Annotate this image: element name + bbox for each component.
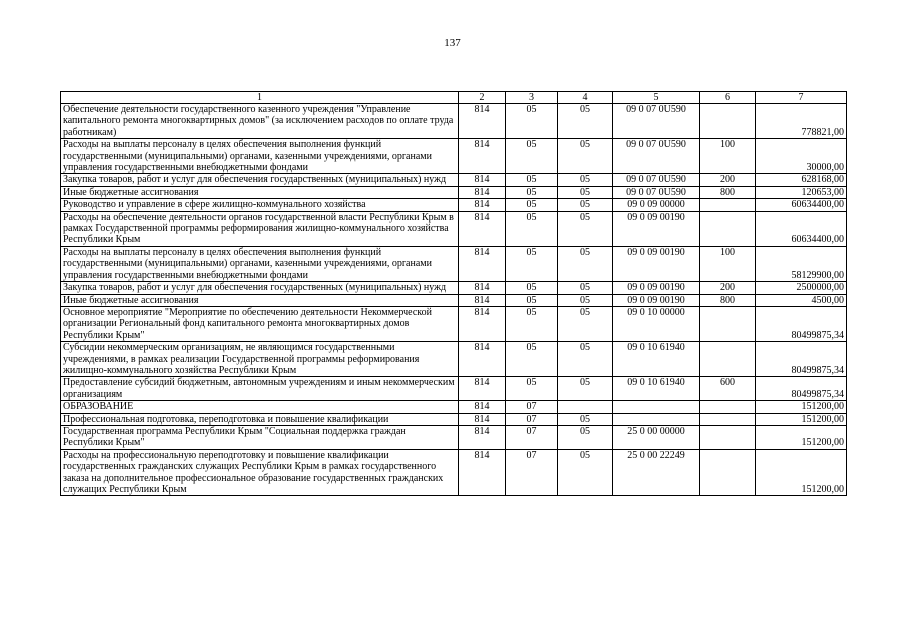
header-cell-ved: 2 xyxy=(459,92,506,104)
cell-ved: 814 xyxy=(459,342,506,377)
cell-target-article: 09 0 10 61940 xyxy=(613,377,700,401)
cell-target-article: 25 0 00 22249 xyxy=(613,449,700,496)
cell-section: 05 xyxy=(506,186,558,198)
budget-table-body xyxy=(61,92,847,496)
cell-target-article: 09 0 09 00000 xyxy=(613,199,700,211)
cell-amount: 120653,00 xyxy=(756,186,847,198)
cell-name: Расходы на выплаты персоналу в целях обеспечения выполнения функций государственными (муниципальными) органами, казенными учреждениями, органами управления государственными внебюджетными фондами xyxy=(61,139,459,174)
cell-ved: 814 xyxy=(459,401,506,413)
header-cell-section: 3 xyxy=(506,92,558,104)
cell-expense-type: 200 xyxy=(700,174,756,186)
cell-subsection: 05 xyxy=(558,377,613,401)
cell-subsection: 05 xyxy=(558,413,613,425)
table-row xyxy=(61,139,847,174)
header-cell-name: 1 xyxy=(61,92,459,104)
cell-expense-type: 800 xyxy=(700,294,756,306)
cell-ved: 814 xyxy=(459,139,506,174)
cell-name: Расходы на обеспечение деятельности органов государственной власти Республики Крым в рамках Государственной программы реформирования жилищно-коммунального хозяйства Республики Крым xyxy=(61,211,459,246)
cell-amount: 151200,00 xyxy=(756,425,847,449)
cell-expense-type: 800 xyxy=(700,186,756,198)
cell-subsection: 05 xyxy=(558,342,613,377)
table-row xyxy=(61,377,847,401)
cell-name: Обеспечение деятельности государственного казенного учреждения "Управление капитального ремонта многоквартирных домов" (за исключением расходов по оплате труда работникам) xyxy=(61,104,459,139)
header-cell-subsection: 4 xyxy=(558,92,613,104)
cell-name: ОБРАЗОВАНИЕ xyxy=(61,401,459,413)
cell-section: 05 xyxy=(506,342,558,377)
cell-name: Основное мероприятие "Мероприятие по обеспечению деятельности Некоммерческой организации Региональный фонд капитального ремонта многоквартирных домов Республики Крым" xyxy=(61,306,459,341)
cell-expense-type xyxy=(700,413,756,425)
cell-section: 07 xyxy=(506,413,558,425)
table-row xyxy=(61,174,847,186)
cell-subsection: 05 xyxy=(558,174,613,186)
cell-ved: 814 xyxy=(459,377,506,401)
cell-section: 05 xyxy=(506,139,558,174)
cell-name: Расходы на выплаты персоналу в целях обеспечения выполнения функций государственными (муниципальными) органами, казенными учреждениями, органами управления государственными внебюджетными фондами xyxy=(61,246,459,281)
cell-subsection xyxy=(558,401,613,413)
cell-section: 05 xyxy=(506,282,558,294)
cell-expense-type xyxy=(700,306,756,341)
cell-ved: 814 xyxy=(459,425,506,449)
table-row xyxy=(61,449,847,496)
cell-subsection: 05 xyxy=(558,425,613,449)
cell-target-article: 25 0 00 00000 xyxy=(613,425,700,449)
cell-amount: 60634400,00 xyxy=(756,199,847,211)
cell-section: 07 xyxy=(506,401,558,413)
cell-ved: 814 xyxy=(459,413,506,425)
table-row xyxy=(61,413,847,425)
cell-ved: 814 xyxy=(459,246,506,281)
cell-target-article: 09 0 09 00190 xyxy=(613,211,700,246)
cell-name: Государственная программа Республики Крым "Социальная поддержка граждан Республики Крым" xyxy=(61,425,459,449)
cell-subsection: 05 xyxy=(558,211,613,246)
cell-expense-type: 600 xyxy=(700,377,756,401)
cell-section: 05 xyxy=(506,294,558,306)
table-row xyxy=(61,186,847,198)
cell-target-article xyxy=(613,413,700,425)
cell-ved: 814 xyxy=(459,199,506,211)
table-header-row xyxy=(61,92,847,104)
cell-amount: 4500,00 xyxy=(756,294,847,306)
cell-section: 05 xyxy=(506,174,558,186)
cell-subsection: 05 xyxy=(558,294,613,306)
cell-section: 07 xyxy=(506,449,558,496)
cell-subsection: 05 xyxy=(558,186,613,198)
cell-name: Иные бюджетные ассигнования xyxy=(61,186,459,198)
cell-section: 05 xyxy=(506,306,558,341)
cell-section: 05 xyxy=(506,199,558,211)
table-row xyxy=(61,342,847,377)
table-row xyxy=(61,104,847,139)
cell-expense-type xyxy=(700,449,756,496)
cell-amount: 60634400,00 xyxy=(756,211,847,246)
table-row xyxy=(61,425,847,449)
cell-expense-type xyxy=(700,199,756,211)
cell-name: Профессиональная подготовка, переподготовка и повышение квалификации xyxy=(61,413,459,425)
cell-target-article: 09 0 09 00190 xyxy=(613,294,700,306)
cell-target-article: 09 0 09 00190 xyxy=(613,246,700,281)
cell-subsection: 05 xyxy=(558,282,613,294)
page-number: 137 xyxy=(444,37,461,49)
cell-amount: 151200,00 xyxy=(756,413,847,425)
cell-expense-type: 200 xyxy=(700,282,756,294)
cell-amount: 30000,00 xyxy=(756,139,847,174)
cell-amount: 80499875,34 xyxy=(756,342,847,377)
cell-section: 07 xyxy=(506,425,558,449)
table-row xyxy=(61,246,847,281)
cell-target-article xyxy=(613,401,700,413)
cell-amount: 628168,00 xyxy=(756,174,847,186)
cell-name: Закупка товаров, работ и услуг для обеспечения государственных (муниципальных) нужд xyxy=(61,174,459,186)
cell-section: 05 xyxy=(506,104,558,139)
cell-ved: 814 xyxy=(459,282,506,294)
cell-ved: 814 xyxy=(459,186,506,198)
table-row xyxy=(61,211,847,246)
cell-subsection: 05 xyxy=(558,199,613,211)
cell-name: Субсидии некоммерческим организациям, не являющимся государственными учреждениями, в рамках реализации Государственной программы реформирования жилищно-коммунального хозяйства Республики Крым xyxy=(61,342,459,377)
header-cell-target-article: 5 xyxy=(613,92,700,104)
cell-amount: 80499875,34 xyxy=(756,306,847,341)
cell-target-article: 09 0 07 0U590 xyxy=(613,104,700,139)
table-row xyxy=(61,282,847,294)
cell-amount: 58129900,00 xyxy=(756,246,847,281)
cell-target-article: 09 0 07 0U590 xyxy=(613,139,700,174)
cell-amount: 2500000,00 xyxy=(756,282,847,294)
cell-expense-type: 100 xyxy=(700,246,756,281)
cell-section: 05 xyxy=(506,377,558,401)
cell-target-article: 09 0 09 00190 xyxy=(613,282,700,294)
cell-subsection: 05 xyxy=(558,246,613,281)
cell-expense-type xyxy=(700,211,756,246)
cell-section: 05 xyxy=(506,211,558,246)
header-cell-expense-type: 6 xyxy=(700,92,756,104)
cell-ved: 814 xyxy=(459,306,506,341)
cell-amount: 151200,00 xyxy=(756,401,847,413)
cell-name: Расходы на профессиональную переподготовку и повышение квалификации государственных гражданских служащих Республики Крым в рамках государственного заказа на дополнительное профессиональное образование государственных гражданских служащих Республики Крым xyxy=(61,449,459,496)
cell-expense-type xyxy=(700,342,756,377)
cell-target-article: 09 0 10 61940 xyxy=(613,342,700,377)
cell-expense-type: 100 xyxy=(700,139,756,174)
cell-name: Руководство и управление в сфере жилищно-коммунального хозяйства xyxy=(61,199,459,211)
cell-subsection: 05 xyxy=(558,449,613,496)
cell-target-article: 09 0 10 00000 xyxy=(613,306,700,341)
cell-amount: 151200,00 xyxy=(756,449,847,496)
cell-subsection: 05 xyxy=(558,104,613,139)
cell-ved: 814 xyxy=(459,449,506,496)
cell-ved: 814 xyxy=(459,104,506,139)
table-row xyxy=(61,294,847,306)
cell-expense-type xyxy=(700,104,756,139)
cell-subsection: 05 xyxy=(558,306,613,341)
table-row xyxy=(61,199,847,211)
header-cell-amount: 7 xyxy=(756,92,847,104)
budget-table xyxy=(60,91,847,496)
cell-name: Предоставление субсидий бюджетным, автономным учреждениям и иным некоммерческим организациям xyxy=(61,377,459,401)
cell-ved: 814 xyxy=(459,294,506,306)
cell-amount: 778821,00 xyxy=(756,104,847,139)
cell-subsection: 05 xyxy=(558,139,613,174)
cell-target-article: 09 0 07 0U590 xyxy=(613,174,700,186)
cell-ved: 814 xyxy=(459,174,506,186)
cell-section: 05 xyxy=(506,246,558,281)
cell-expense-type xyxy=(700,401,756,413)
cell-amount: 80499875,34 xyxy=(756,377,847,401)
cell-expense-type xyxy=(700,425,756,449)
cell-ved: 814 xyxy=(459,211,506,246)
cell-name: Закупка товаров, работ и услуг для обеспечения государственных (муниципальных) нужд xyxy=(61,282,459,294)
cell-target-article: 09 0 07 0U590 xyxy=(613,186,700,198)
table-row xyxy=(61,306,847,341)
table-row xyxy=(61,401,847,413)
cell-name: Иные бюджетные ассигнования xyxy=(61,294,459,306)
